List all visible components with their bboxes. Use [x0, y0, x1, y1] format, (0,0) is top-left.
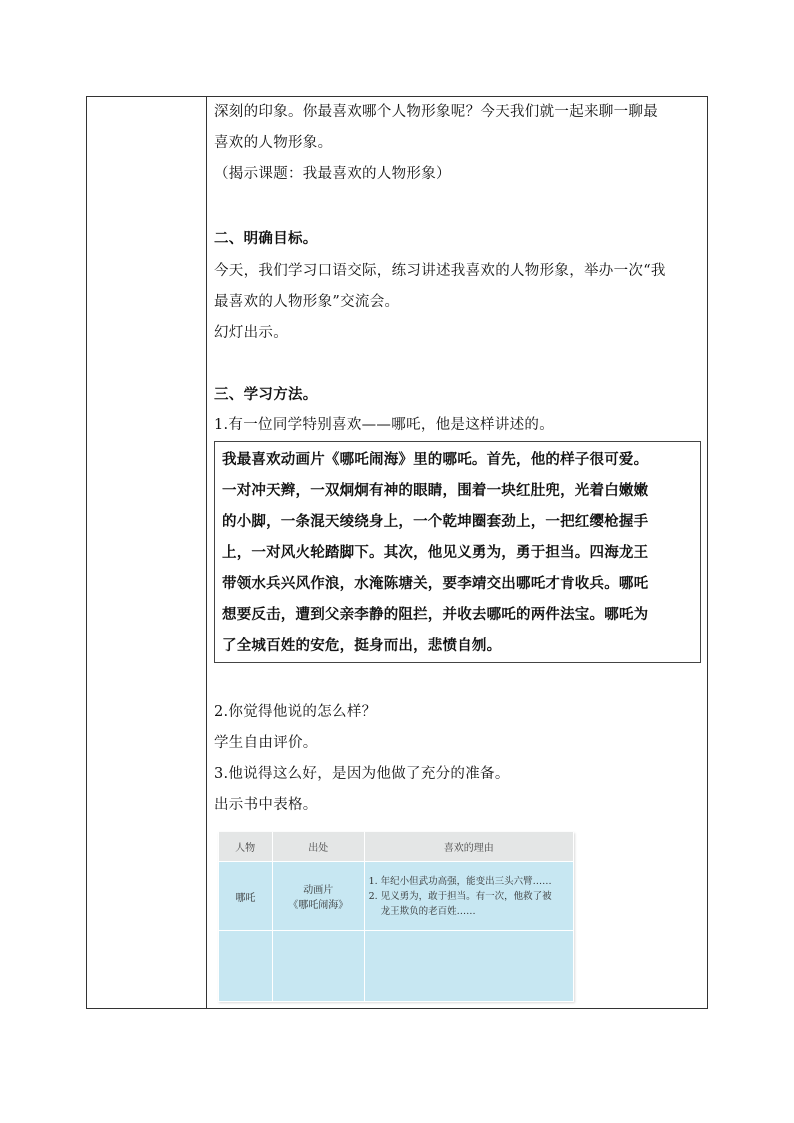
reason-line: 1. 年纪小但武功高强，能变出三头六臂…… — [368, 875, 552, 887]
slide-show-text: 幻灯出示。 — [214, 325, 288, 341]
source-line: 动画片 — [303, 885, 334, 896]
step-1: 1.有一位同学特别喜欢——哪吒，他是这样讲述的。 — [214, 417, 555, 433]
section3-heading: 三、学习方法。 — [214, 386, 318, 403]
table-row — [219, 931, 574, 1002]
header-source: 出处 — [272, 832, 364, 862]
reveal-topic: （揭示课题：我最喜欢的人物形象） — [214, 166, 451, 182]
header-character: 人物 — [219, 832, 273, 862]
quote-line: 我最喜欢动画片《哪吒闹海》里的哪吒。首先，他的样子很可爱。 — [222, 451, 649, 468]
header-reason: 喜欢的理由 — [364, 832, 573, 862]
intro-line-2: 喜欢的人物形象。 — [214, 135, 333, 151]
section2-line-2: 最喜欢的人物形象”交流会。 — [214, 294, 400, 310]
intro-line-1: 深刻的印象。你最喜欢哪个人物形象呢？今天我们就一起来聊一聊最 — [214, 104, 658, 120]
textbook-table — [218, 832, 574, 1002]
table-header-row — [219, 832, 574, 862]
empty-cell — [272, 931, 364, 1002]
empty-cell — [364, 931, 573, 1002]
section2-heading: 二、明确目标。 — [214, 230, 318, 247]
source-line: 《哪吒闹海》 — [288, 900, 349, 911]
cell-character: 哪吒 — [219, 862, 273, 931]
step-2: 2.你觉得他说的怎么样？ — [214, 704, 377, 720]
quote-line: 想要反击，遭到父亲李静的阻拦，并收去哪吒的两件法宝。哪吒为 — [222, 606, 649, 623]
cell-reasons — [364, 862, 573, 931]
table-row — [219, 862, 574, 931]
show-table-text: 出示书中表格。 — [214, 797, 318, 813]
reason-line: 2. 见义勇为，敢于担当。有一次，他救了被 — [368, 890, 552, 902]
reason-line: 龙王欺负的老百姓…… — [380, 905, 476, 917]
quote-line: 了全城百姓的安危，挺身而出，悲愤自刎。 — [222, 637, 502, 654]
quote-line: 的小脚，一条混天绫绕身上，一个乾坤圈套劲上，一把红缨枪握手 — [222, 513, 649, 530]
quote-line: 上，一对风火轮踏脚下。其次，他见义勇为，勇于担当。四海龙王 — [222, 544, 649, 561]
left-column — [87, 97, 207, 1008]
section2-line-1: 今天，我们学习口语交际，练习讲述我喜欢的人物形象，举办一次“我 — [214, 263, 666, 279]
cell-source — [272, 862, 364, 931]
empty-cell — [219, 931, 273, 1002]
quote-line: 带领水兵兴风作浪，水淹陈塘关，要李靖交出哪吒才肯收兵。哪吒 — [222, 575, 649, 592]
quote-line: 一对冲天辫，一双炯炯有神的眼睛，围着一块红肚兜，光着白嫩嫩 — [222, 482, 649, 499]
step-3: 3.他说得这么好，是因为他做了充分的准备。 — [214, 766, 510, 782]
student-eval: 学生自由评价。 — [214, 735, 318, 751]
